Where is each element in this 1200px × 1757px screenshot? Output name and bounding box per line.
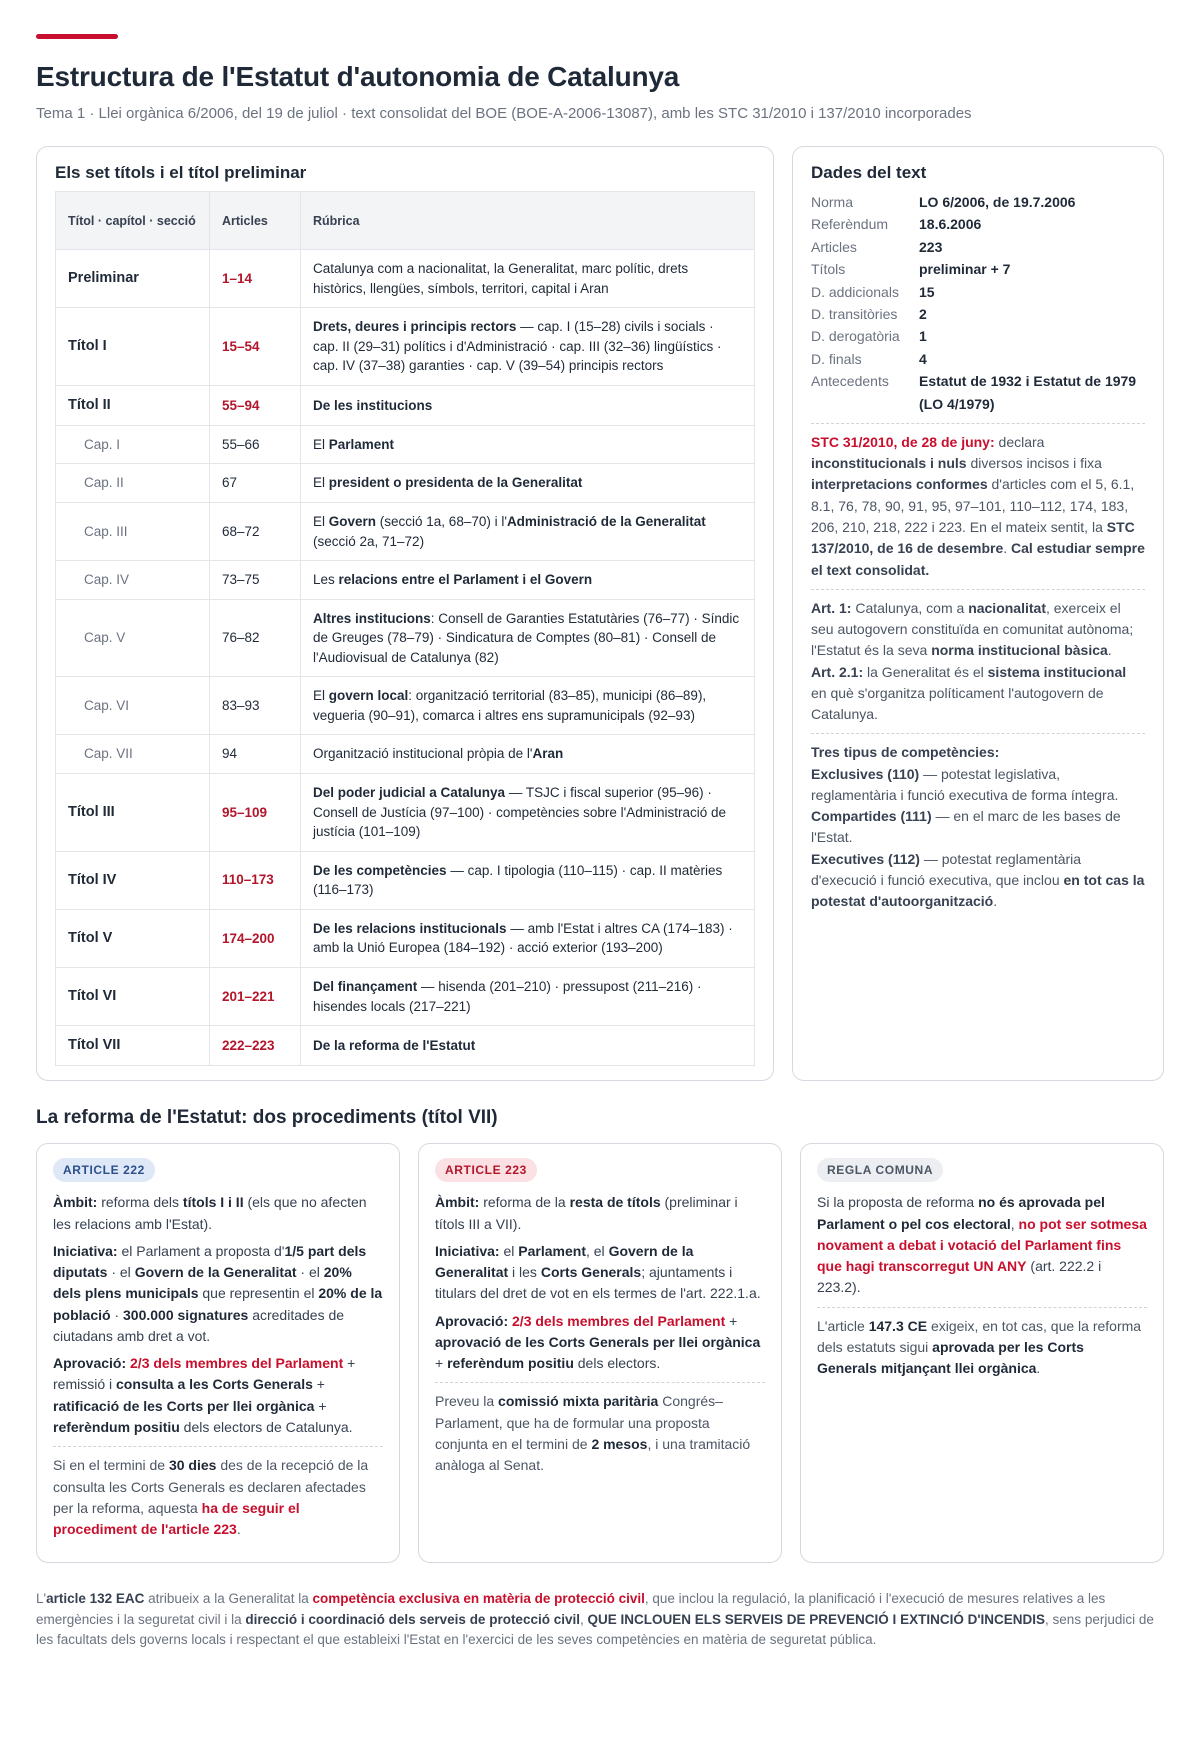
row-articles: 73–75 [210,561,301,600]
data-row [811,348,1145,370]
data-key: Articles [811,238,857,255]
reform-card [418,1143,782,1563]
top-row [36,146,1164,1081]
row-rubric: El govern local: organització territorial (83–85), municipi (86–89), vegueria (90–91), comarca i altres ens supramunicipals (92–93) [301,677,755,735]
divider [811,733,1145,734]
data-key: D. derogatòria [811,328,900,345]
row-title: Cap. VI [56,677,210,735]
text-data-list [811,191,1145,415]
data-value: 18.6.2006 [919,216,982,233]
data-row [811,258,1145,280]
table-row [56,967,755,1025]
table-row [56,385,755,425]
row-title: Títol VI [56,967,210,1025]
titles-heading: Els set títols i el títol preliminar [55,163,307,182]
data-row [811,191,1145,213]
divider [53,1446,383,1447]
data-value: 2 [919,305,927,322]
article-note: Art. 1: Catalunya, com a nacionalitat, exerceix el seu autogovern constituïda en comunitat autònoma; l'Estatut és la seva norma institucional bàsica. Art. 2.1: la Generalitat és el sistema institucional en què s'organitza políticament l'autogovern de Catalunya. [811,599,1134,723]
reform-cards [36,1143,1164,1563]
row-rubric: De les competències — cap. I tipologia (110–115) · cap. II matèries (116–173) [301,851,755,909]
card-note: Preveu la comissió mixta paritària Congrés–Parlament, que ha de formular una proposta conjunta en el termini de 2 mesos, i una tramitació anàloga al Senat. [435,1393,751,1474]
row-articles: 174–200 [210,909,301,967]
data-key: Antecedents [811,373,889,390]
row-title: Cap. II [56,464,210,503]
row-articles: 76–82 [210,599,301,677]
row-rubric: Les relacions entre el Parlament i el Govern [301,561,755,600]
page-subtitle: Tema 1 · Llei orgànica 6/2006, del 19 de juliol · text consolidat del BOE (BOE-A-2006-13087), amb les STC 31/2010 i 137/2010 incorporades [36,105,972,122]
row-title: Títol IV [56,851,210,909]
row-title: Cap. V [56,599,210,677]
reform-card [36,1143,400,1563]
row-rubric: Del finançament — hisenda (201–210) · pressupost (211–216) · hisendes locals (217–221) [301,967,755,1025]
data-value: preliminar + 7 [919,261,1011,278]
table-row [56,851,755,909]
data-key: D. transitòries [811,305,898,322]
data-value: 4 [919,350,927,367]
row-rubric: De les institucions [301,385,755,425]
row-title: Cap. VII [56,735,210,774]
row-title: Cap. III [56,502,210,560]
row-title: Títol VII [56,1026,210,1066]
card-paragraph: Iniciativa: el Parlament, el Govern de la Generalitat i les Corts Generals; ajuntaments i titulars del dret de vot en els termes de l'art. 222.1.a. [435,1242,761,1302]
row-articles: 67 [210,464,301,503]
row-title: Cap. I [56,425,210,464]
data-row [811,213,1145,235]
titles-table-header [56,192,755,250]
row-title: Títol V [56,909,210,967]
row-articles: 94 [210,735,301,774]
page-title: Estructura de l'Estatut d'autonomia de Catalunya [36,61,680,92]
row-articles: 1–14 [210,250,301,308]
data-value: 1 [919,328,927,345]
data-key: D. finals [811,350,862,367]
table-row [56,561,755,600]
row-title: Cap. IV [56,561,210,600]
row-rubric: Altres institucions: Consell de Garanties Estatutàries (76–77) · Síndic de Greuges (78–79) · Sindicatura de Comptes (80–81) · Consell de l'Audiovisual de Catalunya (82) [301,599,755,677]
row-rubric: Del poder judicial a Catalunya — TSJC i fiscal superior (95–96) · Consell de Justícia (97–100) · competències sobre l'Administració de justícia (101–109) [301,774,755,852]
row-rubric: Organització institucional pròpia de l'Aran [301,735,755,774]
table-row [56,425,755,464]
row-articles: 110–173 [210,851,301,909]
data-row [811,370,1145,415]
table-row [56,502,755,560]
table-row [56,677,755,735]
card-badge: ARTICLE 222 [53,1158,155,1182]
stc-note: STC 31/2010, de 28 de juny: declara inconstitucionals i nuls diversos incisos i fixa interpretacions conformes d'articles com el 5, 6.1, 8.1, 76, 78, 90, 91, 95, 97–101, 110–112, 174, 183, 206, 210, 218, 222 i 223. En el mateix sentit, la STC 137/2010, de 16 de desembre. Cal estudiar sempre el text consolidat. [811,433,1145,578]
titles-card [36,146,774,1081]
row-rubric: El president o presidenta de la Generalitat [301,464,755,503]
card-paragraph: Aprovació: 2/3 dels membres del Parlament + aprovació de les Corts Generals per llei orgànica + referèndum positiu dels electors. [435,1312,761,1372]
data-row [811,281,1145,303]
row-articles: 68–72 [210,502,301,560]
table-row [56,909,755,967]
divider [435,1382,765,1383]
row-rubric: De les relacions institucionals — amb l'Estat i altres CA (174–183) · amb la Unió Europea (184–192) · acció exterior (193–200) [301,909,755,967]
card-note: L'article 147.3 CE exigeix, en tot cas, que la reforma dels estatuts sigui aprovada per les Corts Generals mitjançant llei orgànica. [817,1317,1142,1377]
data-key: Títols [811,261,846,278]
row-rubric: Drets, deures i principis rectors — cap. I (15–28) civils i socials · cap. II (29–31) polítics i d'Administració · cap. III (32–36) lingüístics · cap. IV (37–38) garanties · cap. V (39–54) principis rectors [301,308,755,386]
divider [817,1307,1147,1308]
data-row [811,236,1145,258]
text-data-heading: Dades del text [811,163,927,182]
footer-note: L'article 132 EAC atribueix a la Generalitat la competència exclusiva en matèria de protecció civil, que inclou la regulació, la planificació i l'execució de mesures relatives a les emergències i la seguretat civil i la direcció i coordinació dels serveis de protecció civil, QUE INCLOUEN ELS SERVEIS DE PREVENCIÓ I EXTINCIÓ D'INCENDIS, sens perjudici de les facultats dels governs locals i respectant el que estableixi l'Estat en l'exercici de les seves competències en matèria de seguretat pública. [36,1591,1154,1647]
data-value: Estatut de 1932 i Estatut de 1979 (LO 4/1979) [919,373,1137,412]
card-badge: ARTICLE 223 [435,1158,537,1182]
table-row [56,599,755,677]
table-row [56,1026,755,1066]
row-articles: 55–94 [210,385,301,425]
row-articles: 83–93 [210,677,301,735]
card-note: Si en el termini de 30 dies des de la recepció de la consulta les Corts Generals es declaren afectades per la reforma, aquesta ha de seguir el procediment de l'article 223. [53,1457,369,1538]
row-articles: 15–54 [210,308,301,386]
card-paragraph: Àmbit: reforma dels títols I i II (els que no afecten les relacions amb l'Estat). [53,1194,367,1232]
text-data-card [792,146,1164,1081]
reform-heading: La reforma de l'Estatut: dos procediments (títol VII) [36,1107,498,1129]
data-row [811,303,1145,325]
table-row [56,464,755,503]
row-title: Preliminar [56,250,210,308]
card-paragraph: Aprovació: 2/3 dels membres del Parlament + remissió i consulta a les Corts Generals + ratificació de les Corts per llei orgànica + referèndum positiu dels electors de Catalunya. [53,1355,356,1435]
row-rubric: Catalunya com a nacionalitat, la Generalitat, marc polític, drets històrics, llengües, símbols, territori, capital i Aran [301,250,755,308]
data-value: 223 [919,238,943,255]
row-articles: 55–66 [210,425,301,464]
divider [811,423,1145,424]
data-key: D. addicionals [811,283,899,300]
card-paragraph: Iniciativa: el Parlament a proposta d'1/5 part dels diputats · el Govern de la Generalitat · el 20% dels plens municipals que representin el 20% de la població · 300.000 signatures acreditades de ciutadans amb dret a vot. [53,1242,383,1344]
row-rubric: De la reforma de l'Estatut [301,1026,755,1066]
data-value: LO 6/2006, de 19.7.2006 [919,194,1076,210]
column-header-articles: Articles [210,192,301,250]
row-title: Títol I [56,308,210,386]
card-paragraph: Si la proposta de reforma no és aprovada pel Parlament o pel cos electoral, no pot ser sotmesa novament a debat i votació del Parlament fins que hagi transcorregut UN ANY (art. 222.2 i 223.2). [817,1194,1147,1296]
row-title: Títol III [56,774,210,852]
row-articles: 201–221 [210,967,301,1025]
accent-bar [36,34,118,39]
competences-note: Tres tipus de competències: Exclusives (110) — potestat legislativa, reglamentària i funció executiva de forma íntegra. Compartides (111) — en el marc de les bases de l'Estat. Executives (112) — potestat reglamentària d'execució i funció executiva, que inclou en tot cas la potestat d'autoorganització. [811,744,1145,910]
row-title: Títol II [56,385,210,425]
table-row [56,774,755,852]
table-row [56,735,755,774]
divider [811,589,1145,590]
card-paragraph: Àmbit: reforma de la resta de títols (preliminar i títols III a VII). [435,1194,738,1232]
card-badge: REGLA COMUNA [817,1158,943,1182]
titles-table-body [56,250,755,1066]
data-key: Norma [811,194,854,210]
data-value: 15 [919,283,935,300]
table-row [56,308,755,386]
data-key: Referèndum [811,216,889,233]
page [36,34,1164,1650]
row-rubric: El Parlament [301,425,755,464]
titles-table [55,191,755,1066]
column-header-title: Títol · capítol · secció [56,192,210,250]
column-header-rubric: Rúbrica [301,192,755,250]
row-articles: 222–223 [210,1026,301,1066]
reform-card [800,1143,1164,1563]
row-articles: 95–109 [210,774,301,852]
table-row [56,250,755,308]
row-rubric: El Govern (secció 1a, 68–70) i l'Administració de la Generalitat (secció 2a, 71–72) [301,502,755,560]
data-row [811,325,1145,347]
